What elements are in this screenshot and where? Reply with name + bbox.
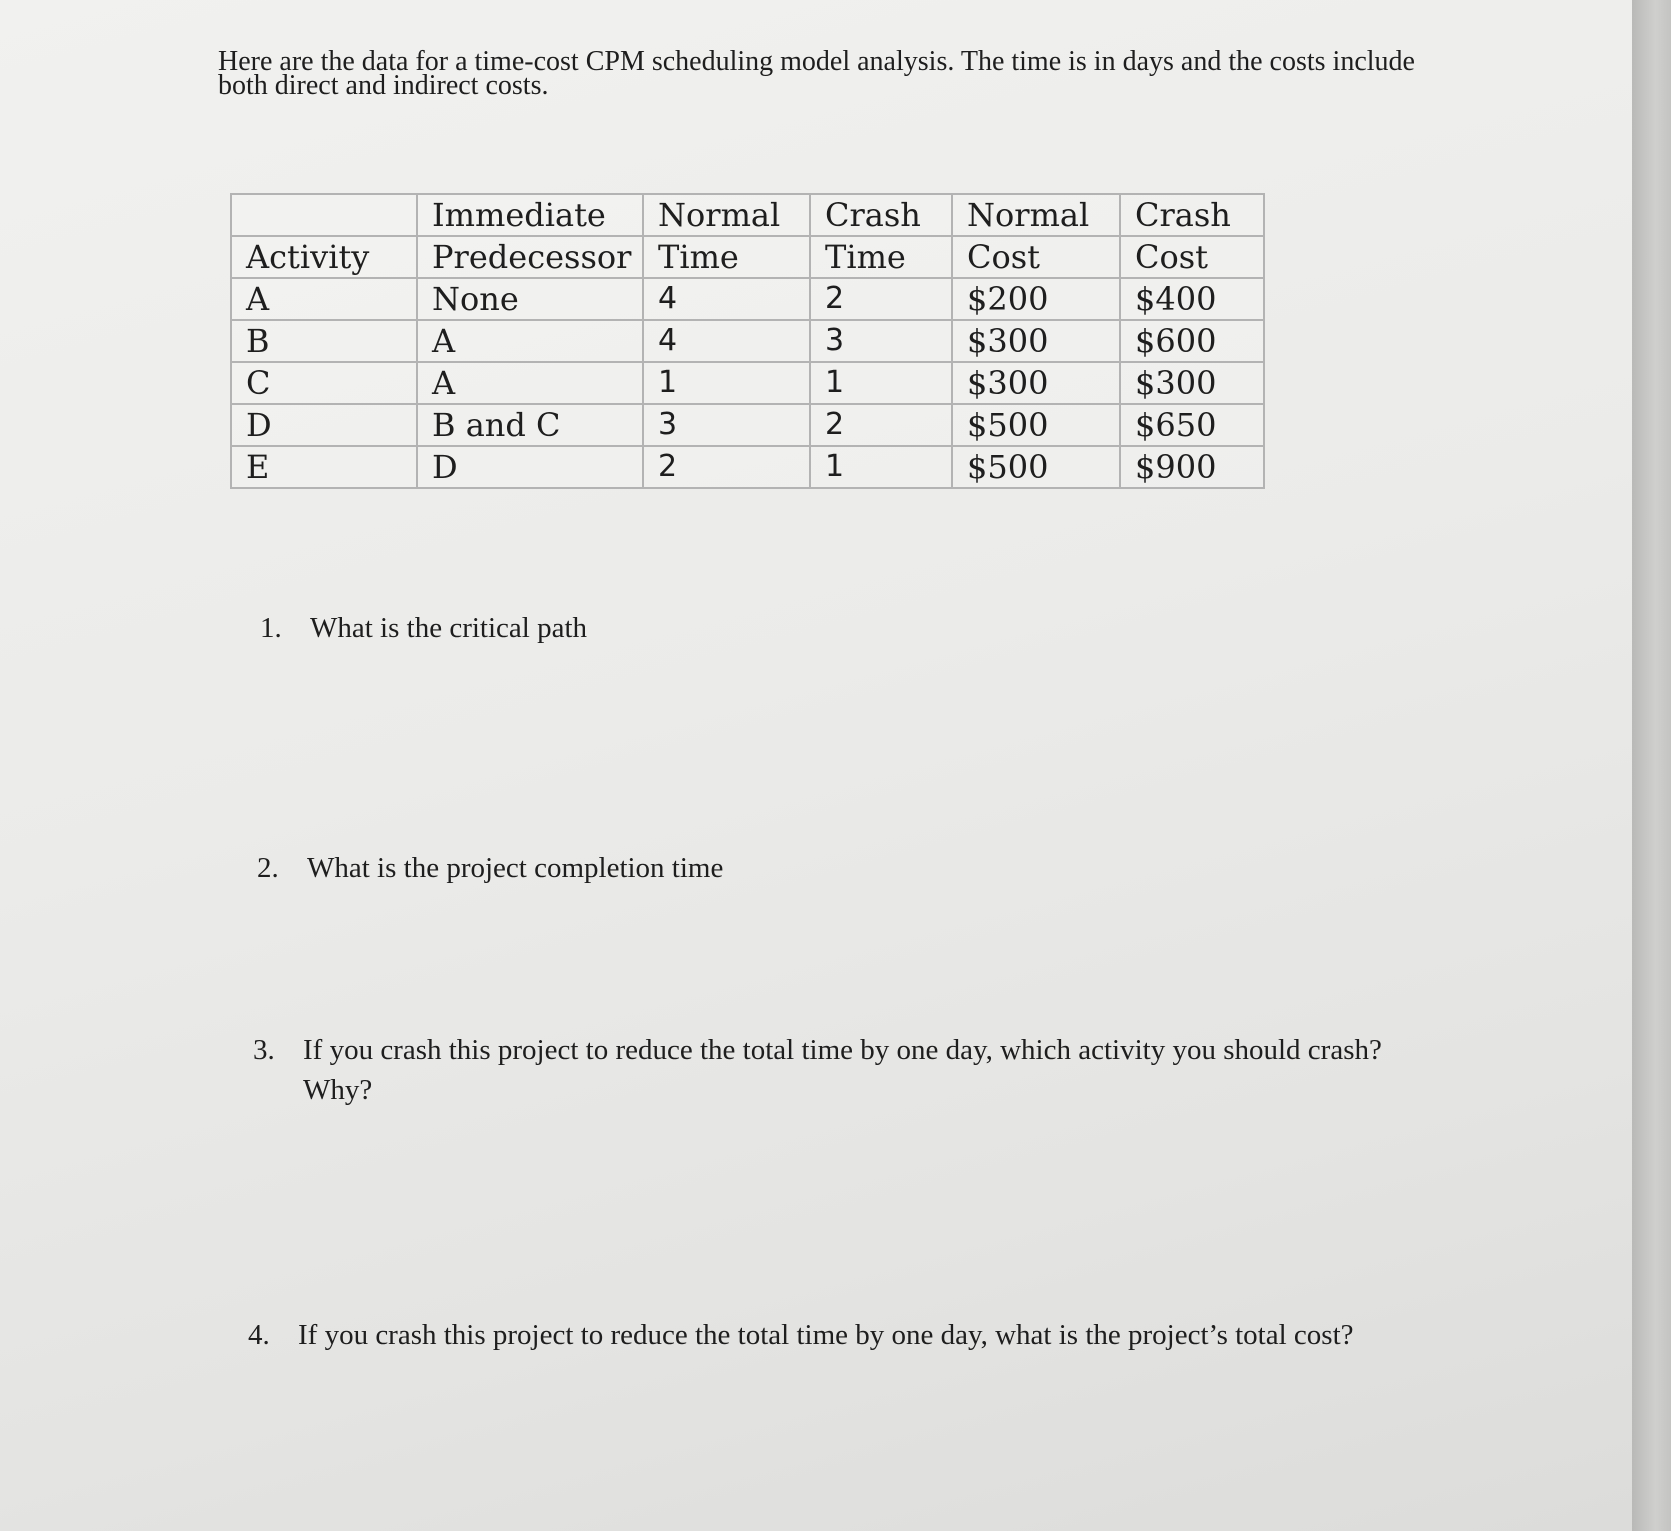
- header-cell: Normal: [643, 194, 810, 236]
- question-text: If you crash this project to reduce the total time by one day, which activity you should crash? Why?: [303, 1034, 1382, 1106]
- predecessor-cell: None: [417, 278, 643, 320]
- crash-cost-cell: $300: [1120, 362, 1264, 404]
- table-header-row-bottom: [231, 236, 1264, 278]
- question-2: [257, 848, 1157, 888]
- header-cell: Activity: [231, 236, 417, 278]
- table-header-row-top: [231, 194, 1264, 236]
- activity-cell: B: [231, 320, 417, 362]
- cpm-data-table: [230, 193, 1265, 489]
- activity-cell: C: [231, 362, 417, 404]
- predecessor-cell: A: [417, 320, 643, 362]
- question-3: [253, 1030, 1433, 1110]
- crash-cost-cell: $900: [1120, 446, 1264, 488]
- crash-time-cell: 2: [810, 278, 952, 320]
- crash-time-cell: 2: [810, 404, 952, 446]
- header-cell: Predecessor: [417, 236, 643, 278]
- question-number: 4.: [248, 1319, 270, 1351]
- header-cell: Time: [810, 236, 952, 278]
- header-cell: Normal: [952, 194, 1120, 236]
- header-cell: Time: [643, 236, 810, 278]
- activity-cell: E: [231, 446, 417, 488]
- header-cell: Crash: [1120, 194, 1264, 236]
- question-number: 1.: [260, 612, 282, 644]
- predecessor-cell: B and C: [417, 404, 643, 446]
- crash-cost-cell: $400: [1120, 278, 1264, 320]
- question-4: [248, 1315, 1428, 1355]
- normal-cost-cell: $200: [952, 278, 1120, 320]
- header-cell: [231, 194, 417, 236]
- normal-time-cell: 1: [643, 362, 810, 404]
- normal-cost-cell: $500: [952, 446, 1120, 488]
- predecessor-cell: A: [417, 362, 643, 404]
- question-text: What is the project completion time: [307, 852, 724, 884]
- page-edge-shadow: [1632, 0, 1671, 1531]
- question-number: 3.: [253, 1034, 275, 1066]
- activity-cell: D: [231, 404, 417, 446]
- header-cell: Immediate: [417, 194, 643, 236]
- normal-cost-cell: $300: [952, 362, 1120, 404]
- header-cell: Cost: [952, 236, 1120, 278]
- crash-time-cell: 1: [810, 362, 952, 404]
- normal-time-cell: 3: [643, 404, 810, 446]
- normal-cost-cell: $500: [952, 404, 1120, 446]
- predecessor-cell: D: [417, 446, 643, 488]
- intro-paragraph: Here are the data for a time-cost CPM scheduling model analysis. The time is in days and the costs include both direct and indirect costs.: [218, 46, 1415, 101]
- question-text: What is the critical path: [310, 612, 588, 644]
- normal-time-cell: 2: [643, 446, 810, 488]
- table-row: [231, 278, 1264, 320]
- normal-time-cell: 4: [643, 278, 810, 320]
- table-row: [231, 362, 1264, 404]
- question-number: 2.: [257, 852, 279, 884]
- question-1: [260, 608, 1160, 648]
- header-cell: Crash: [810, 194, 952, 236]
- table-row: [231, 404, 1264, 446]
- crash-time-cell: 3: [810, 320, 952, 362]
- crash-cost-cell: $650: [1120, 404, 1264, 446]
- crash-cost-cell: $600: [1120, 320, 1264, 362]
- crash-time-cell: 1: [810, 446, 952, 488]
- header-cell: Cost: [1120, 236, 1264, 278]
- table-row: [231, 320, 1264, 362]
- question-text: If you crash this project to reduce the total time by one day, what is the project’s total cost?: [298, 1319, 1354, 1351]
- normal-cost-cell: $300: [952, 320, 1120, 362]
- activity-cell: A: [231, 278, 417, 320]
- normal-time-cell: 4: [643, 320, 810, 362]
- table-row: [231, 446, 1264, 488]
